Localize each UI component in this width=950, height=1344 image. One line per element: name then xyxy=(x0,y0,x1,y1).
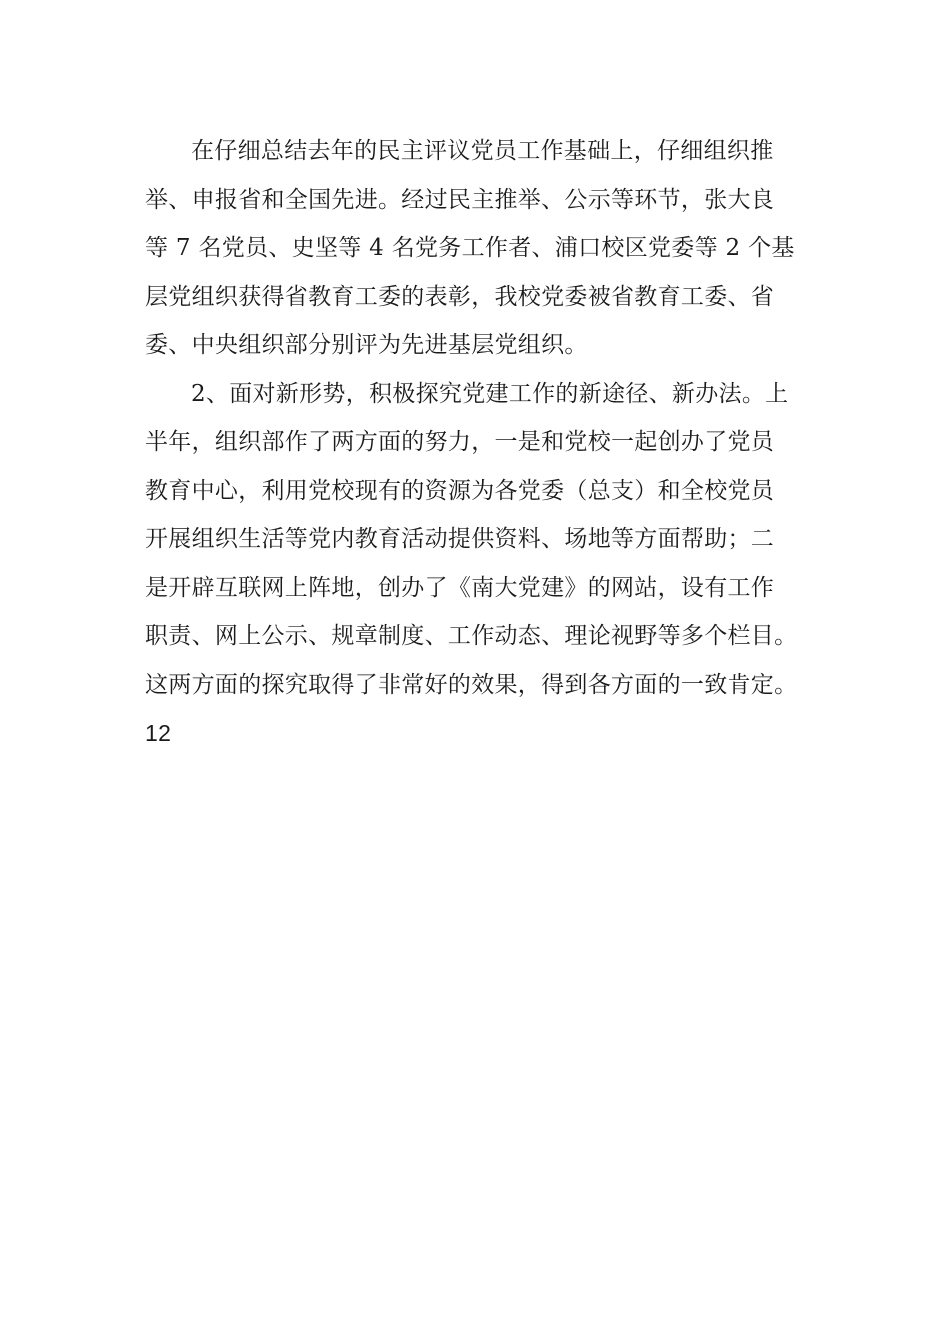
paragraph-line: 是开辟互联网上阵地，创办了《南大党建》的网站，设有工作 xyxy=(145,574,775,601)
paragraph-line: 开展组织生活等党内教育活动提供资料、场地等方面帮助；二 xyxy=(145,526,775,552)
paragraph-line: 教育中心，利用党校现有的资源为各党委（总支）和全校党员 xyxy=(145,477,775,504)
paragraph-line: 层党组织获得省教育工委的表彰，我校党委被省教育工委、省 xyxy=(145,283,775,310)
paragraph-line: 在仔细总结去年的民主评议党员工作基础上，仔细组织推 xyxy=(191,138,774,164)
paragraph-line: 2、面对新形势，积极探究党建工作的新途径、新办法。上 xyxy=(191,380,789,407)
paragraph-line: 半年，组织部作了两方面的努力，一是和党校一起创办了党员 xyxy=(145,429,775,455)
paragraph-line: 举、申报省和全国先进。经过民主推举、公示等环节，张大良 xyxy=(145,186,775,213)
paragraph-line: 职责、网上公示、规章制度、工作动态、理论视野等多个栏目。 xyxy=(145,623,798,649)
paragraph-1 xyxy=(145,127,815,370)
document-body xyxy=(145,127,815,758)
paragraph-line: 等 7 名党员、史坚等 4 名党务工作者、浦口校区党委等 2 个基 xyxy=(145,235,795,261)
paragraph-line: 这两方面的探究取得了非常好的效果，得到各方面的一致肯定。 xyxy=(145,671,798,698)
paragraph-2 xyxy=(145,370,815,710)
paragraph-line: 委、中央组织部分别评为先进基层党组织。 xyxy=(145,332,588,358)
page-number: 12 xyxy=(145,720,172,746)
